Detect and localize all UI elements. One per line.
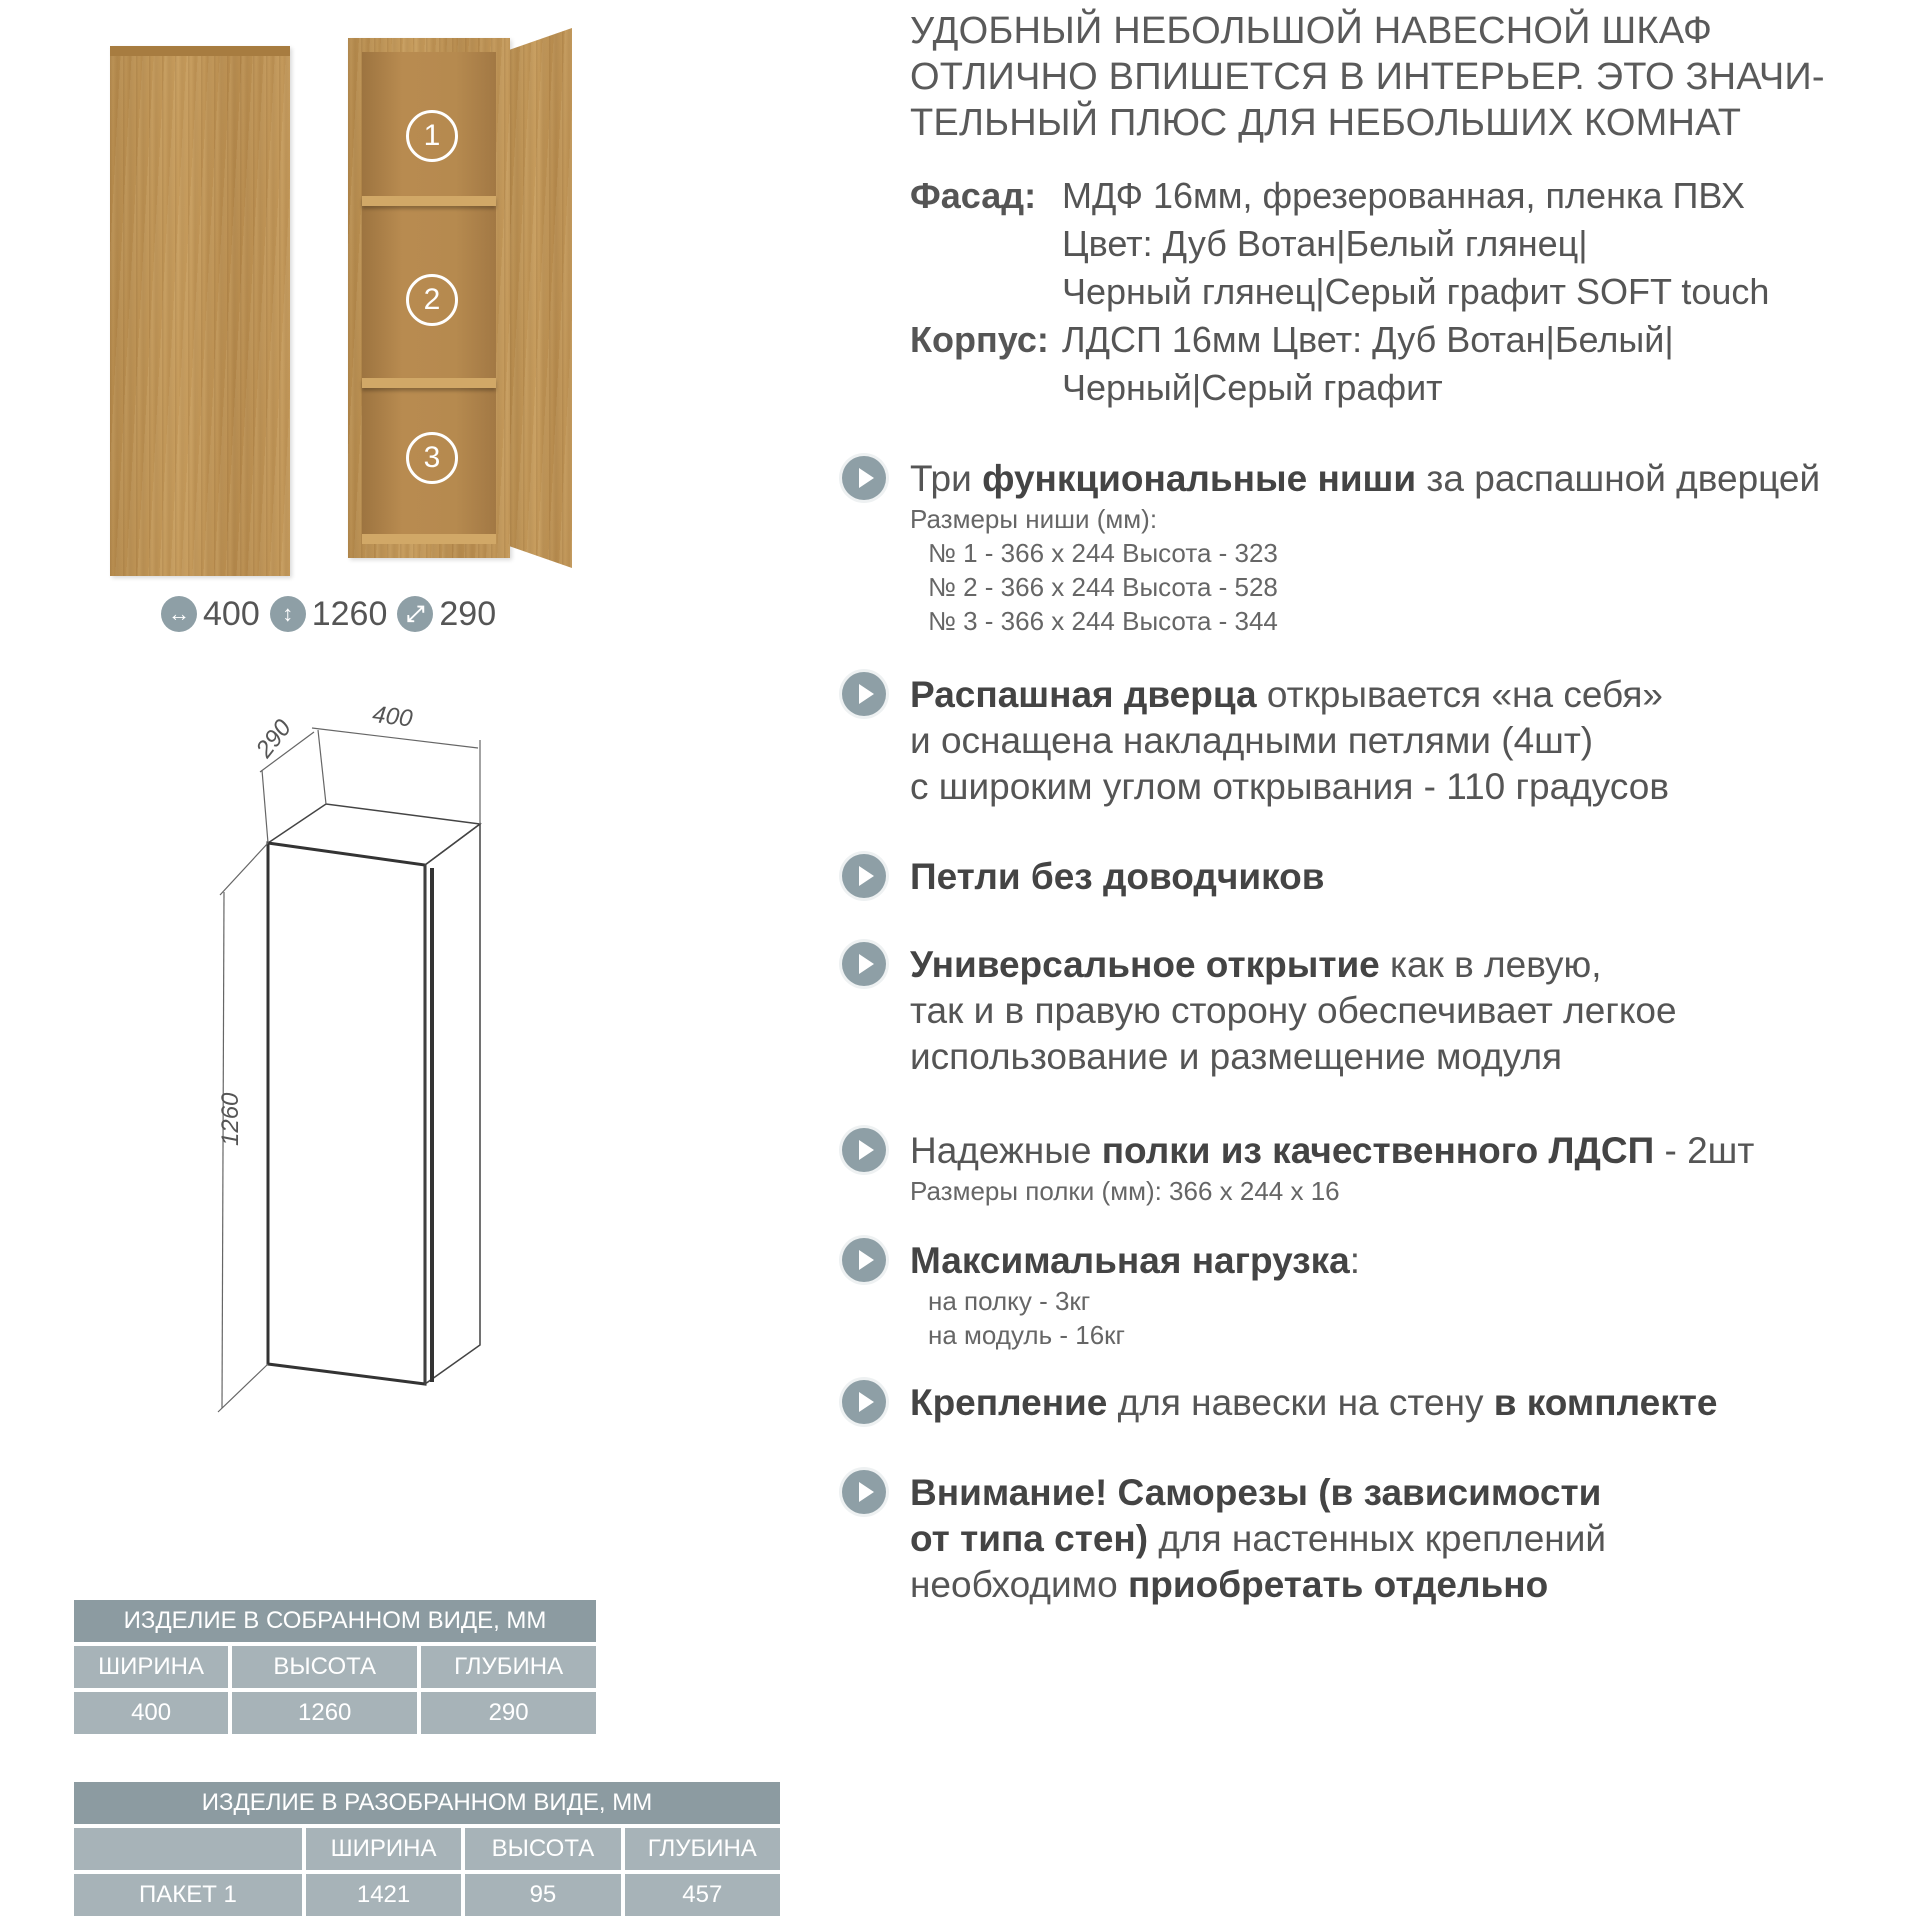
table-cell-width: 400 [74, 1692, 228, 1734]
feature-warning-screws [910, 1470, 1900, 1608]
niche-size-3: № 3 - 366 x 244 Высота - 344 [928, 606, 1278, 636]
table-cell-depth: 457 [625, 1874, 780, 1916]
feature-max-load [910, 1238, 1900, 1352]
feature-universal-opening [910, 942, 1900, 1080]
feature-bold: Внимание! Саморезы (в зависимости [910, 1472, 1602, 1513]
feature-bold: приобретать отдельно [1127, 1564, 1549, 1605]
play-bullet-icon [842, 1128, 886, 1172]
dimension-drawing [180, 690, 520, 1430]
table-cell-depth: 290 [421, 1692, 596, 1734]
table-cell-height: 95 [465, 1874, 620, 1916]
drawing-width-label: 400 [370, 700, 414, 733]
body-spec [910, 316, 1900, 412]
feature-text: Три [910, 458, 983, 499]
feature-bold: функциональные ниши [982, 458, 1417, 499]
width-arrows-icon: ↔ [161, 596, 197, 632]
dimensions-summary [155, 592, 500, 636]
feature-text: за распашной дверцей [1416, 458, 1821, 499]
niche-number-3: 3 [406, 432, 458, 484]
drawing-height-label: 1260 [217, 1092, 244, 1146]
body-label: Корпус: [910, 319, 1049, 360]
play-bullet-icon [842, 672, 886, 716]
table-header-depth: ГЛУБИНА [625, 1828, 780, 1870]
dim-depth: 290 [439, 594, 497, 633]
play-bullet-icon [842, 1238, 886, 1282]
facade-line: Черный глянец|Серый графит SOFT touch [1062, 271, 1770, 312]
headline-line: ОТЛИЧНО ВПИШЕТСЯ В ИНТЕРЬЕР. ЭТО ЗНАЧИ- [910, 56, 1825, 98]
facade-line: МДФ 16мм, фрезерованная, пленка ПВХ [1062, 175, 1745, 216]
closed-cabinet-image [110, 46, 290, 576]
facade-label: Фасад: [910, 175, 1037, 216]
feature-text: как в левую, [1379, 944, 1602, 985]
feature-bold: Крепление [910, 1382, 1108, 1423]
body-line: ЛДСП 16мм Цвет: Дуб Вотан|Белый| [1062, 319, 1674, 360]
table-cell-package: ПАКЕТ 1 [74, 1874, 302, 1916]
feature-text: Надежные [910, 1130, 1102, 1171]
table-header-height: ВЫСОТА [465, 1828, 620, 1870]
table-disassembled [70, 1778, 784, 1920]
dim-height: 1260 [311, 594, 388, 633]
facade-line: Цвет: Дуб Вотан|Белый глянец| [1062, 223, 1588, 264]
headline-line: ТЕЛЬНЫЙ ПЛЮС ДЛЯ НЕБОЛЬШИХ КОМНАТ [910, 102, 1742, 144]
feature-text: и оснащена накладными петлями (4шт) [910, 720, 1594, 761]
niche-number-1: 1 [406, 110, 458, 162]
table-header-width: ШИРИНА [306, 1828, 461, 1870]
feature-text: так и в правую сторону обеспечивает легкое [910, 990, 1677, 1031]
description-column [910, 8, 1900, 1608]
load-per-shelf: на полку - 3кг [928, 1286, 1091, 1316]
feature-niches [910, 456, 1900, 638]
niche-sizes-title: Размеры ниши (мм): [910, 504, 1158, 534]
table-cell-height: 1260 [232, 1692, 417, 1734]
feature-text: необходимо [910, 1564, 1128, 1605]
feature-mounting [910, 1380, 1900, 1426]
feature-text: для навески на стену [1107, 1382, 1494, 1423]
play-bullet-icon [842, 456, 886, 500]
table-header-empty [74, 1828, 302, 1870]
play-bullet-icon [842, 854, 886, 898]
feature-bold: полки из качественного ЛДСП [1101, 1130, 1655, 1171]
open-door-image [510, 28, 572, 568]
open-cabinet-image [348, 38, 510, 558]
table-cell-width: 1421 [306, 1874, 461, 1916]
feature-door [910, 672, 1900, 810]
feature-text: - 2шт [1654, 1130, 1755, 1171]
table-header-width: ШИРИНА [74, 1646, 228, 1688]
feature-hinges [910, 854, 1900, 900]
feature-bold: Петли без доводчиков [910, 856, 1325, 897]
feature-bold: в комплекте [1493, 1382, 1718, 1423]
shelf-size: Размеры полки (мм): 366 x 244 x 16 [910, 1176, 1340, 1206]
feature-text: открывается «на себя» [1256, 674, 1663, 715]
feature-text: использование и размещение модуля [910, 1036, 1563, 1077]
dim-width: 400 [203, 594, 260, 633]
load-per-module: на модуль - 16кг [928, 1320, 1126, 1350]
niche-size-2: № 2 - 366 x 244 Высота - 528 [928, 572, 1278, 602]
feature-bold: Распашная дверца [910, 674, 1257, 715]
niche-size-1: № 1 - 366 x 244 Высота - 323 [928, 538, 1278, 568]
feature-shelves [910, 1128, 1900, 1208]
height-arrows-icon: ↕ [270, 596, 306, 632]
table-header-height: ВЫСОТА [232, 1646, 417, 1688]
feature-bold: от типа стен) [910, 1518, 1149, 1559]
depth-arrows-icon: ⤢ [397, 596, 433, 632]
feature-text: с широким углом открывания - 110 градусов [910, 766, 1669, 807]
table-header-depth: ГЛУБИНА [421, 1646, 596, 1688]
niche-number-2: 2 [406, 274, 458, 326]
feature-bold: Максимальная нагрузка [910, 1240, 1350, 1281]
feature-text: : [1349, 1240, 1361, 1281]
body-line: Черный|Серый графит [1062, 367, 1443, 408]
headline-line: УДОБНЫЙ НЕБОЛЬШОЙ НАВЕСНОЙ ШКАФ [910, 10, 1713, 52]
feature-text: для настенных креплений [1148, 1518, 1607, 1559]
product-photos [100, 28, 600, 588]
table-assembled-title: ИЗДЕЛИЕ В СОБРАННОМ ВИДЕ, ММ [74, 1600, 596, 1642]
table-disassembled-title: ИЗДЕЛИЕ В РАЗОБРАННОМ ВИДЕ, ММ [74, 1782, 780, 1824]
play-bullet-icon [842, 1380, 886, 1424]
drawing-depth-label: 290 [250, 714, 297, 763]
materials-spec [910, 172, 1900, 412]
facade-spec [910, 172, 1900, 316]
feature-bold: Универсальное открытие [910, 944, 1380, 985]
play-bullet-icon [842, 942, 886, 986]
play-bullet-icon [842, 1470, 886, 1514]
headline [910, 8, 1900, 146]
table-assembled [70, 1596, 600, 1738]
